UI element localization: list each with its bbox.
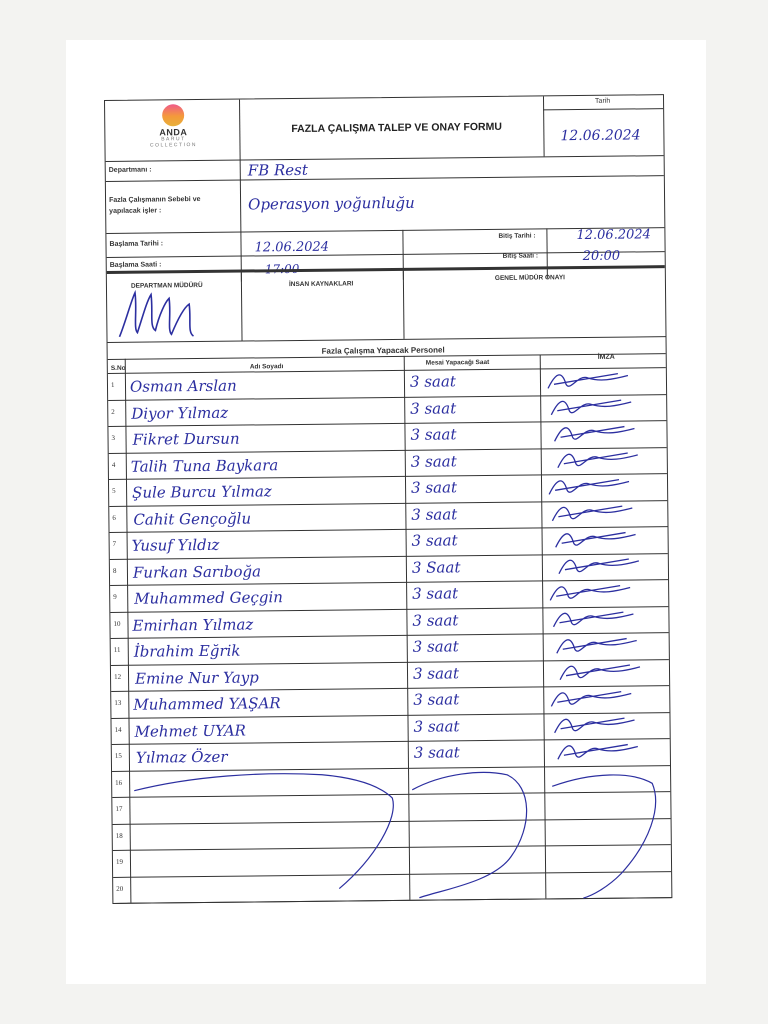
row-name: Diyor Yılmaz <box>131 403 229 423</box>
row-hours: 3 saat <box>413 743 460 762</box>
row-number: 7 <box>112 539 117 548</box>
row-signature <box>560 665 640 680</box>
row-name: Fikret Dursun <box>132 429 240 449</box>
row-name: Talih Tuna Baykara <box>130 455 279 476</box>
row-name: Emine Nur Yayp <box>134 667 259 688</box>
row-hours: 3 saat <box>413 716 460 736</box>
row-number: 8 <box>112 566 117 575</box>
row-hours: 3 saat <box>409 372 456 391</box>
row-signature <box>558 453 638 468</box>
row-number: 2 <box>111 407 115 416</box>
row-number: 14 <box>114 725 122 734</box>
col-sign-header: İMZA <box>597 353 615 361</box>
row-signature <box>553 612 633 627</box>
gm-approval-label: GENEL MÜDÜR ONAYI <box>494 274 566 282</box>
row-hours: 3 saat <box>410 478 458 497</box>
start-time-value: 17:00 <box>264 261 300 277</box>
logo-name: ANDA <box>159 127 188 138</box>
row-signature <box>550 586 630 601</box>
date-label: Tarih <box>595 97 611 105</box>
row-name: Yılmaz Özer <box>135 747 228 767</box>
row-hours: 3 saat <box>412 663 460 683</box>
row-name: Muhammed Geçgin <box>134 588 283 608</box>
row-number: 19 <box>115 857 124 866</box>
row-number: 12 <box>113 672 122 681</box>
row-number: 4 <box>111 460 116 469</box>
row-number: 18 <box>115 831 123 840</box>
row-number: 15 <box>114 751 122 760</box>
date-value: 12.06.2024 <box>560 127 641 145</box>
signatures-layer <box>105 95 673 905</box>
department-value: FB Rest <box>247 160 308 180</box>
row-signature <box>548 374 628 389</box>
row-hours: 3 saat <box>410 451 457 471</box>
start-time-label: Başlama Saati : <box>109 261 162 269</box>
form-title: FAZLA ÇALIŞMA TALEP VE ONAY FORMU <box>291 120 502 136</box>
row-name: Yusuf Yıldız <box>131 535 220 555</box>
reason-value: Operasyon yoğunluğu <box>248 193 415 214</box>
row-name: Osman Arslan <box>129 376 237 396</box>
logo-sub-1: BARUT <box>161 136 186 143</box>
row-number: 11 <box>113 645 121 654</box>
row-number: 1 <box>110 380 115 389</box>
row-signature <box>549 480 629 495</box>
end-date-label: Bitiş Tarihi : <box>498 232 536 240</box>
row-number: 13 <box>114 698 122 707</box>
row-number: 10 <box>113 619 121 628</box>
col-name-header: Adı Soyadı <box>249 363 284 371</box>
row-signature <box>559 559 639 574</box>
row-number: 3 <box>111 433 116 442</box>
personnel-title: Fazla Çalışma Yapacak Personel <box>321 345 445 356</box>
row-hours: 3 saat <box>411 531 458 550</box>
reason-label-1: Fazla Çalışmanın Sebebi ve <box>109 195 201 204</box>
reason-label-2: yapılacak işler : <box>109 207 162 215</box>
row-signature <box>551 400 631 415</box>
overtime-request-form <box>104 94 672 904</box>
row-signature <box>555 718 635 733</box>
row-number: 9 <box>113 592 117 601</box>
row-hours: 3 saat <box>411 504 458 524</box>
row-name: Mehmet UYAR <box>134 721 247 741</box>
row-signature <box>552 506 632 521</box>
row-signature <box>554 426 634 441</box>
start-date-label: Başlama Tarihi : <box>109 240 164 248</box>
row-hours: 3 saat <box>413 690 460 709</box>
start-date-value: 12.06.2024 <box>254 239 330 256</box>
row-hours: 3 saat <box>412 584 459 603</box>
department-label: Departmanı : <box>108 166 152 174</box>
row-number: 5 <box>112 486 116 495</box>
row-hours: 3 saat <box>412 610 459 630</box>
row-name: Muhammed YAŞAR <box>133 694 281 714</box>
dept-manager-label: DEPARTMAN MÜDÜRÜ <box>130 281 203 290</box>
row-name: Cahit Gençoğlu <box>133 508 252 529</box>
end-date-value: 12.06.2024 <box>576 227 651 244</box>
row-number: 17 <box>115 804 123 813</box>
row-name: Furkan Sarıboğa <box>132 561 262 582</box>
row-signature <box>551 692 631 707</box>
end-time-value: 20:00 <box>582 248 621 264</box>
row-hours: 3 saat <box>412 637 459 656</box>
row-hours: 3 saat <box>410 398 457 418</box>
row-signature <box>556 532 636 547</box>
row-number: 6 <box>112 513 116 522</box>
row-signature <box>557 638 637 653</box>
row-name: Emirhan Yılmaz <box>132 614 254 635</box>
row-number: 20 <box>116 884 124 893</box>
logo-sub-2: COLLECTION <box>149 141 197 149</box>
row-hours: 3 saat <box>410 425 457 444</box>
end-time-label: Bitiş Saati : <box>502 252 539 260</box>
hr-label: İNSAN KAYNAKLARI <box>288 280 354 289</box>
row-hours: 3 Saat <box>411 557 461 577</box>
row-name: İbrahim Eğrik <box>133 641 241 661</box>
col-no-header: S.No <box>110 364 126 372</box>
row-name: Şule Burcu Yılmaz <box>132 482 272 502</box>
row-signature <box>558 744 638 759</box>
col-hours-header: Mesai Yapacağı Saat <box>425 358 490 367</box>
row-number: 16 <box>115 778 123 787</box>
